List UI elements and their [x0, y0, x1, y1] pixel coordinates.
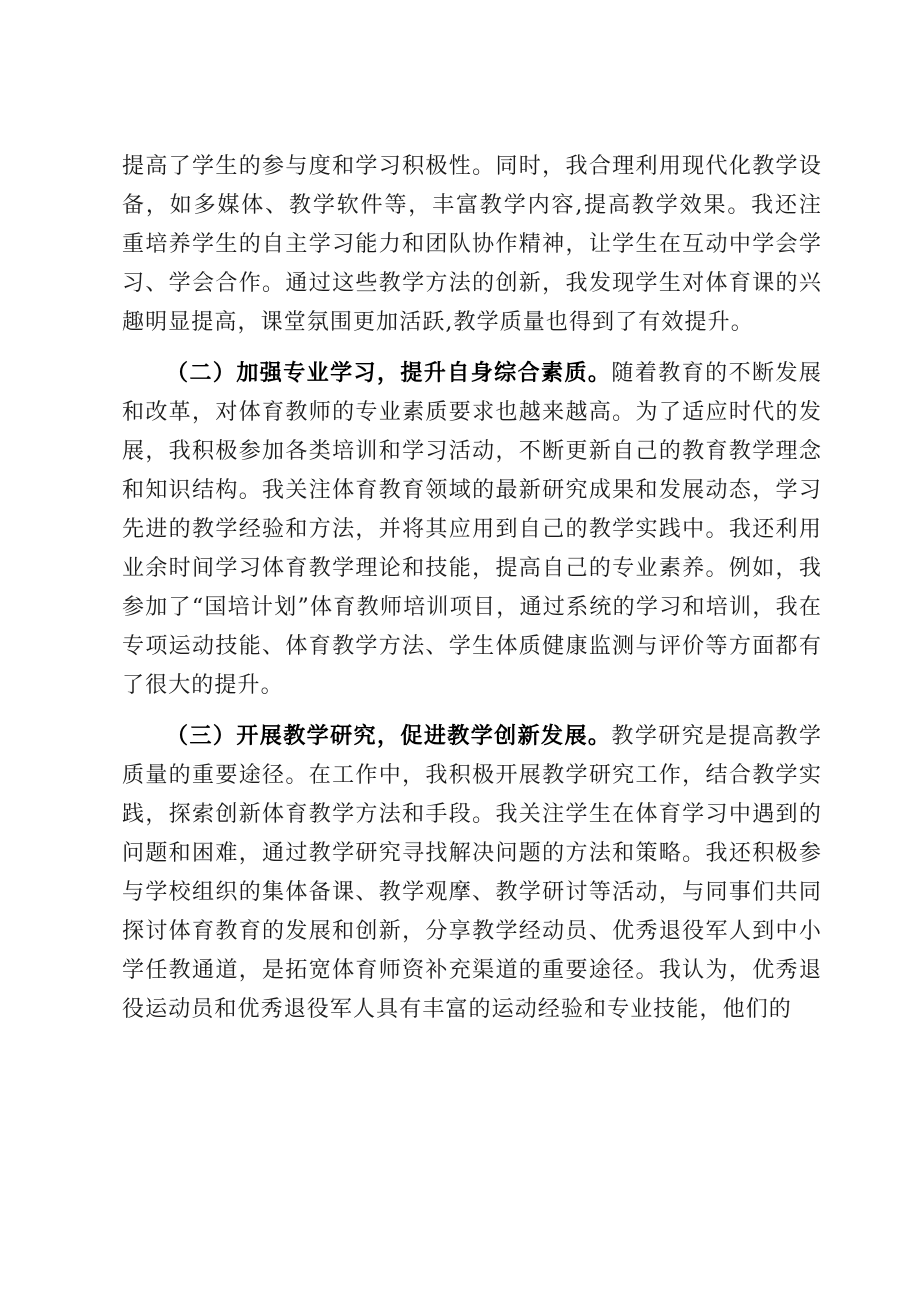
- section-heading-2: （二）加强专业学习，提升自身综合素质。: [166, 360, 612, 386]
- paragraph-continuation: [122, 147, 822, 342]
- paragraph-text: 教学研究是提高教学质量的重要途径。在工作中，我积极开展教学研究工作，结合教学实践，探索创新体育教学方法和手段。我关注学生在体育学习中遇到的问题和困难，通过教学研究寻找解决问题的方法和策略。我还积极参与学校组织的集体备课、教学观摩、教学研讨等活动，与同事们共同探讨体育教育的发展和创新，分享教学经动员、优秀退役军人到中小学任教通道，是拓宽体育师资补充渠道的重要途径。我认为，优秀退役运动员和优秀退役军人具有丰富的运动经验和专业技能，他们的: [122, 724, 822, 1022]
- paragraph-section-3: [122, 717, 822, 1029]
- section-heading-3: （三）开展教学研究，促进教学创新发展。: [166, 723, 612, 749]
- paragraph-text: 提高了学生的参与度和学习积极性。同时，我合理利用现代化教学设备，如多媒体、教学软件等，丰富教学内容,提高教学效果。我还注重培养学生的自主学习能力和团队协作精神，让学生在互动中学会学习、学会合作。通过这些教学方法的创新，我发现学生对体育课的兴趣明显提高，课堂氛围更加活跃,教学质量也得到了有效提升。: [122, 154, 822, 335]
- document-body: [122, 147, 822, 1041]
- paragraph-section-2: [122, 354, 822, 705]
- paragraph-text: 随着教育的不断发展和改革，对体育教师的专业素质要求也越来越高。为了适应时代的发展，我积极参加各类培训和学习活动，不断更新自己的教育教学理念和知识结构。我关注体育教育领域的最新研究成果和发展动态，学习先进的教学经验和方法，并将其应用到自己的教学实践中。我还利用业余时间学习体育教学理论和技能，提高自己的专业素养。例如，我参加了“国培计划”体育教师培训项目，通过系统的学习和培训，我在专项运动技能、体育教学方法、学生体质健康监测与评价等方面都有了很大的提升。: [122, 361, 822, 698]
